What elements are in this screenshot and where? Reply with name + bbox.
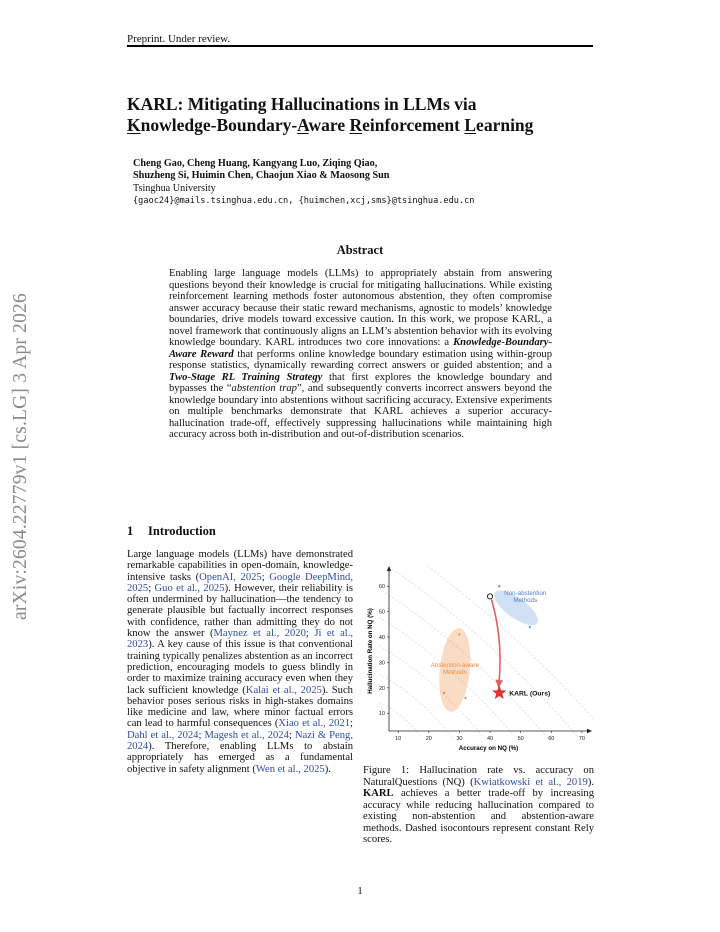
intro-text: ; <box>148 582 155 594</box>
intro-text: ; <box>261 571 270 583</box>
citation-link[interactable]: Kalai et al., 2025 <box>245 684 322 696</box>
y-tick-label: 60 <box>378 584 385 591</box>
x-tick-label: 50 <box>517 736 524 742</box>
intro-text: ; <box>288 729 295 741</box>
x-tick-label: 30 <box>456 736 463 742</box>
abstention-aware-label: Methods <box>442 669 467 676</box>
citation-link[interactable]: Ji et al., 2023 <box>127 628 354 651</box>
y-tick-label: 20 <box>378 685 385 692</box>
start-point <box>487 594 492 599</box>
caption-text: ). <box>587 776 595 788</box>
abstract-text: that performs online knowledge boundary estimation using within-group response statistics, dynamically rewarding correct answers or guided abstention; and a <box>169 348 552 371</box>
intro-text: Large language models (LLMs) have demonstrated remarkable capabilities in open-domain, knowledge-intensive tasks ( <box>127 549 353 583</box>
caption-label: Figure 1: <box>363 765 420 776</box>
x-tick-label: 70 <box>578 736 585 742</box>
intro-text: ). <box>324 763 331 775</box>
abstract-emphasis: abstention trap <box>231 383 297 394</box>
citation-link[interactable]: Magesh et al., 2024 <box>204 729 289 741</box>
data-point <box>443 692 445 694</box>
y-tick-label: 50 <box>378 609 385 616</box>
intro-text: ). However, their reliability is often undermined by hallucination—the tendency to generate plausible but factually incorrect responses with confidence, rather than admitting they do not know the answer ( <box>127 582 353 640</box>
abstract-text: ”, and subsequently converts incorrect answers beyond the knowledge boundary into abstentions without sacrificing accuracy. Extensive experiments on multiple benchmarks demonstrate that KARL achieves a superior accuracy-hallucination trade-off, effectively suppressing hallucinations while maintaining high accuracy across both in-distribution and out-of-distribution scenarios. <box>169 383 553 440</box>
citation-link[interactable]: Kwiatkowski et al., 2019 <box>473 776 588 788</box>
caption-bold: KARL <box>363 788 394 799</box>
page-number: 1 <box>357 886 363 897</box>
intro-text: ). A key cause of this issue is that conventional training typically penalizes abstention as an incorrect prediction, encouraging models to guess blindly in order to maximize training accuracy even when they lack sufficient knowledge ( <box>127 639 353 696</box>
y-axis-arrow <box>387 566 391 571</box>
karl-star-icon <box>493 686 506 699</box>
paper-title <box>127 94 607 136</box>
intro-text: ). Such behavior poses serious risks in high-stakes domains like medicine and law, where minor factual errors can lead to harmful consequences ( <box>127 684 353 730</box>
title-k: K <box>127 115 141 135</box>
citation-link[interactable]: Xiao et al., 2021 <box>278 718 351 730</box>
authors-line-2: Shuzheng Si, Huimin Chen, Chaojun Xiao & Maosong Sun <box>133 170 390 181</box>
affiliation: Tsinghua University <box>133 183 216 194</box>
abstract-text: that first explores the knowledge boundary and bypasses the “ <box>169 371 552 394</box>
isocontour-line <box>379 703 421 738</box>
section-title: Introduction <box>148 524 216 538</box>
title-line-1: KARL: Mitigating Hallucinations in LLMs via <box>127 94 477 114</box>
y-tick-label: 10 <box>378 711 385 718</box>
introduction-body <box>127 549 353 775</box>
running-title: Preprint. Under review. <box>127 33 231 45</box>
caption-paragraph <box>363 765 594 846</box>
citation-link[interactable]: Google DeepMind, 2025 <box>127 571 354 594</box>
section-heading-introduction <box>127 524 216 539</box>
title-line-2 <box>127 115 607 136</box>
title-a-rest: ware <box>308 115 350 135</box>
abstract-emphasis: Two-Stage RL Training Strategy <box>169 371 323 383</box>
y-tick-label: 30 <box>378 660 385 667</box>
caption-text: Hallucination rate vs. accuracy on NaturalQuestions (NQ) ( <box>363 765 594 788</box>
data-point <box>498 585 500 587</box>
abstract-text: Enabling large language models (LLMs) to appropriately abstain from answering questions beyond their knowledge is crucial for mitigating hallucinations. While existing reinforcement learning methods foster autonomous abstention, they often compromise answer accuracy because their static reward mechanisms, agnostic to models’ knowledge boundaries, drive models toward excessive caution. In this work, we propose KARL, a novel framework that continuously aligns an LLM’s abstention behavior with its evolving knowledge boundary. KARL introduces two core innovations: a <box>169 268 552 348</box>
data-point <box>529 626 531 628</box>
citation-link[interactable]: Wen et al., 2025 <box>255 763 325 775</box>
author-list <box>133 158 389 182</box>
x-tick-label: 40 <box>486 736 494 742</box>
data-point <box>464 697 466 699</box>
citation-link[interactable]: OpenAI, 2025 <box>199 571 262 583</box>
x-tick-label: 20 <box>425 736 432 742</box>
x-axis-label: Accuracy on NQ (%) <box>458 745 519 752</box>
isocontour-line <box>379 565 594 737</box>
abstract-body <box>169 268 552 441</box>
y-tick-label: 40 <box>378 635 385 642</box>
title-l-rest: earning <box>476 115 534 135</box>
figure-1-chart <box>362 565 594 757</box>
intro-text: ; <box>198 729 205 741</box>
arxiv-watermark[interactable]: arXiv:2604.22779v1 [cs.LG] 3 Apr 2026 <box>10 293 31 620</box>
author-emails[interactable]: {gaoc24}@mails.tsinghua.edu.cn, {huimchen,xcj,sms}@tsinghua.edu.cn <box>133 196 475 206</box>
abstract-paragraph <box>169 268 552 441</box>
karl-label: KARL (Ours) <box>509 690 551 698</box>
intro-text: ; <box>350 718 353 730</box>
citation-link[interactable]: Guo et al., 2025 <box>154 582 225 594</box>
figure-1-caption <box>363 765 594 846</box>
abstention-aware-label: Abstention-aware <box>430 662 479 669</box>
section-number: 1 <box>127 524 134 538</box>
title-k-rest: nowledge-Boundary- <box>140 115 298 135</box>
caption-text: achieves a better trade-off by increasing accuracy while reducing hallucination compared to existing non-abstention and abstention-aware methods. Dashed isocontours represent constant Rely scores. <box>363 788 594 845</box>
header-rule <box>127 45 593 47</box>
data-point <box>458 633 460 635</box>
x-tick-label: 60 <box>548 736 555 742</box>
intro-text: ). Therefore, enabling LLMs to abstain appropriately has emerged as a fundamental objective in safety alignment ( <box>127 741 353 775</box>
non-abstention-label: Non-abstention <box>504 589 547 597</box>
citation-link[interactable]: Maynez et al., 2020 <box>213 628 306 640</box>
intro-text: ; <box>305 628 315 640</box>
isocontour-line <box>379 565 578 737</box>
abstract-heading: Abstract <box>336 243 384 257</box>
citation-link[interactable]: Nazi & Peng, 2024 <box>127 729 353 753</box>
y-axis-label: Hallucination Rate on NQ (%) <box>367 608 374 694</box>
citation-link[interactable]: Dahl et al., 2024 <box>127 729 199 741</box>
x-axis-arrow <box>587 729 592 733</box>
abstract-emphasis: Knowledge-Boundary-Aware Reward <box>169 337 552 360</box>
chart-axes <box>379 566 592 742</box>
improvement-arrow <box>492 599 501 685</box>
title-r-rest: einforcement <box>362 115 465 135</box>
x-tick-label: 10 <box>395 736 402 742</box>
non-abstention-label: Methods <box>513 596 538 604</box>
title-a: A <box>297 115 309 135</box>
rely-isocontours <box>379 565 594 737</box>
title-l: L <box>464 115 477 135</box>
intro-paragraph <box>127 549 353 775</box>
authors-line-1: Cheng Gao, Cheng Huang, Kangyang Luo, Ziqing Qiao, <box>133 158 378 169</box>
title-r: R <box>349 115 363 135</box>
